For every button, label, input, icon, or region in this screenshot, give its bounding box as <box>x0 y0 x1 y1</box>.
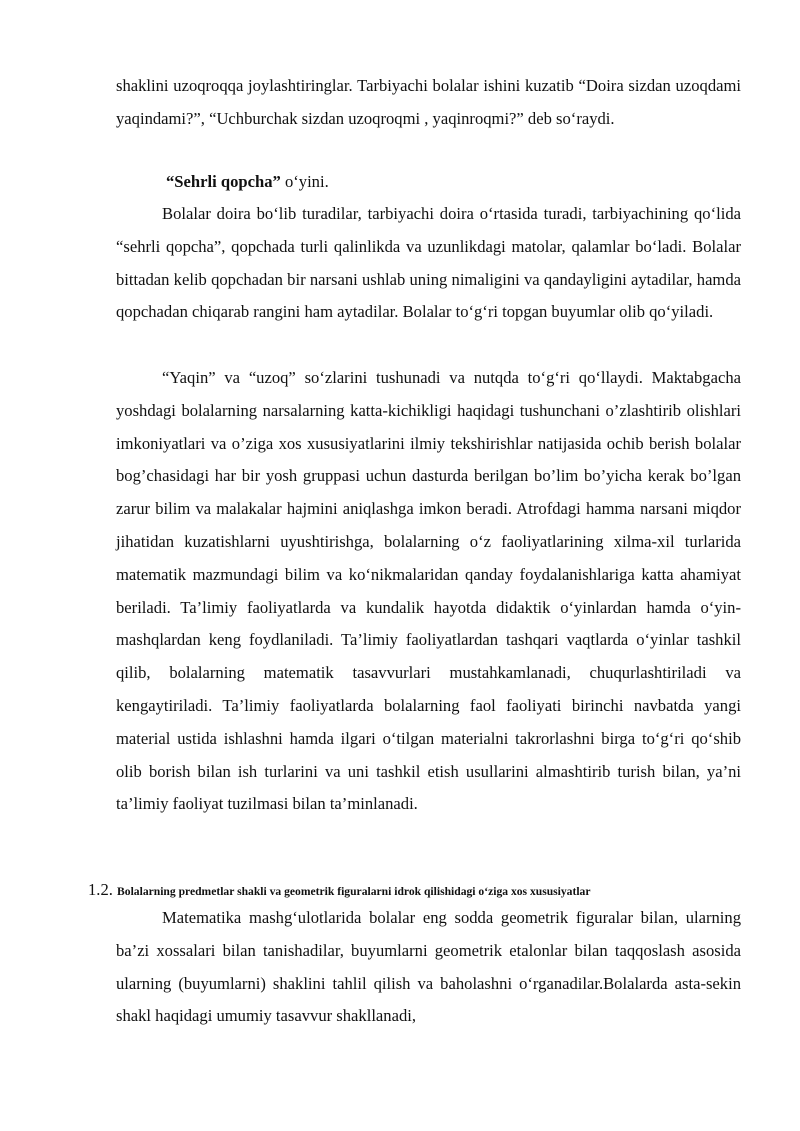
paragraph-intro: shaklini uzoqroqqa joylashtiringlar. Tarbiyachi bolalar ishini kuzatib “Doira sizdan uzoqdami yaqindami?”, “Uchburchak sizdan uzoqroqmi , yaqinroqmi?” deb so‘raydi. <box>116 76 741 128</box>
game-heading <box>166 166 329 199</box>
paragraph-game-description: Bolalar doira bo‘lib turadilar, tarbiyachi doira o‘rtasida turadi, tarbiyachining qo‘lida “sehrli qopcha”, qopchada turli qalinlikda va uzunlikdagi matolar, qalamlar bo‘ladi. Bolalar bittadan kelib qopchadan bir narsani ushlab uning nimaligini va qandayligini aytadilar, hamda qopchadan chiqarab rangini ham aytadilar. Bolalar to‘g‘ri topgan buyumlar olib qo‘yiladi. <box>116 204 741 322</box>
game-title: “Sehrli qopcha” <box>166 172 281 191</box>
paragraph-near-far: “Yaqin” va “uzoq” so‘zlarini tushunadi va nutqda to‘g‘ri qo‘llaydi. Maktabgacha yoshdagi bolalarning narsalarning katta-kichikligi haqidagi tushunchani o’zlashtirib olishlari imkoniyatlari va o’ziga xos xususiyatlarini ilmiy tekshirishlar natijasida ochib berish bolalar bog’chasidagi har bir yosh gruppasi uchun dasturda berilgan bo’lim bo’yicha kerak bo’lgan zarur bilim va malakalar hajmini aniqlashga imkon beradi. Atrofdagi hamma narsani miqdor jihatidan kuzatishlarni uyushtirishga, bolalarning o‘z faoliyatlarining xilma-xil turlarida matematik mazmundagi bilim va ko‘nikmalaridan qanday foydalanishlariga katta ahamiyat beriladi. Ta’limiy faoliyatlarda va kundalik hayotda didaktik o‘yinlardan hamda o‘yin-mashqlardan keng foydlaniladi. Ta’limiy faoliyatlardan tashqari vaqtlarda o‘yinlar tashkil qilib, bolalarning matematik tasavvurlari mustahkamlanadi, chuqurlashtiriladi va kengaytiriladi. Ta’limiy faoliyatlarda bolalarning faol faoliyati birinchi navbatda yangi material ustida ishlashni hamda ilgari o‘tilgan materialni takrorlashni birga to‘g‘ri qo‘shib olib borish bilan ish turlarini va uni tashkil etish usullarini almashtirib turish bilan, ya’ni ta’limiy faoliyat tuzilmasi bilan ta’minlanadi. <box>116 368 741 814</box>
game-title-suffix: o‘yini. <box>280 172 329 191</box>
paragraph-geometry: Matematika mashg‘ulotlarida bolalar eng sodda geometrik figuralar bilan, ularning ba’zi xossalari bilan tanishadilar, buyumlarni geometrik etalonlar bilan taqqoslash asosida ularning (buyumlarni) shaklini tahlil qilish va baholashni o‘rganadilar.Bolalarda asta-sekin shakl haqidagi umumiy tasavvur shakllanadi, <box>116 908 741 1026</box>
section-heading <box>88 878 768 904</box>
section-title: Bolalarning predmetlar shakli va geometrik figuralarni idrok qilishidagi o‘ziga xos xususiyatlar <box>117 885 591 898</box>
section-number: 1.2. <box>88 880 113 899</box>
